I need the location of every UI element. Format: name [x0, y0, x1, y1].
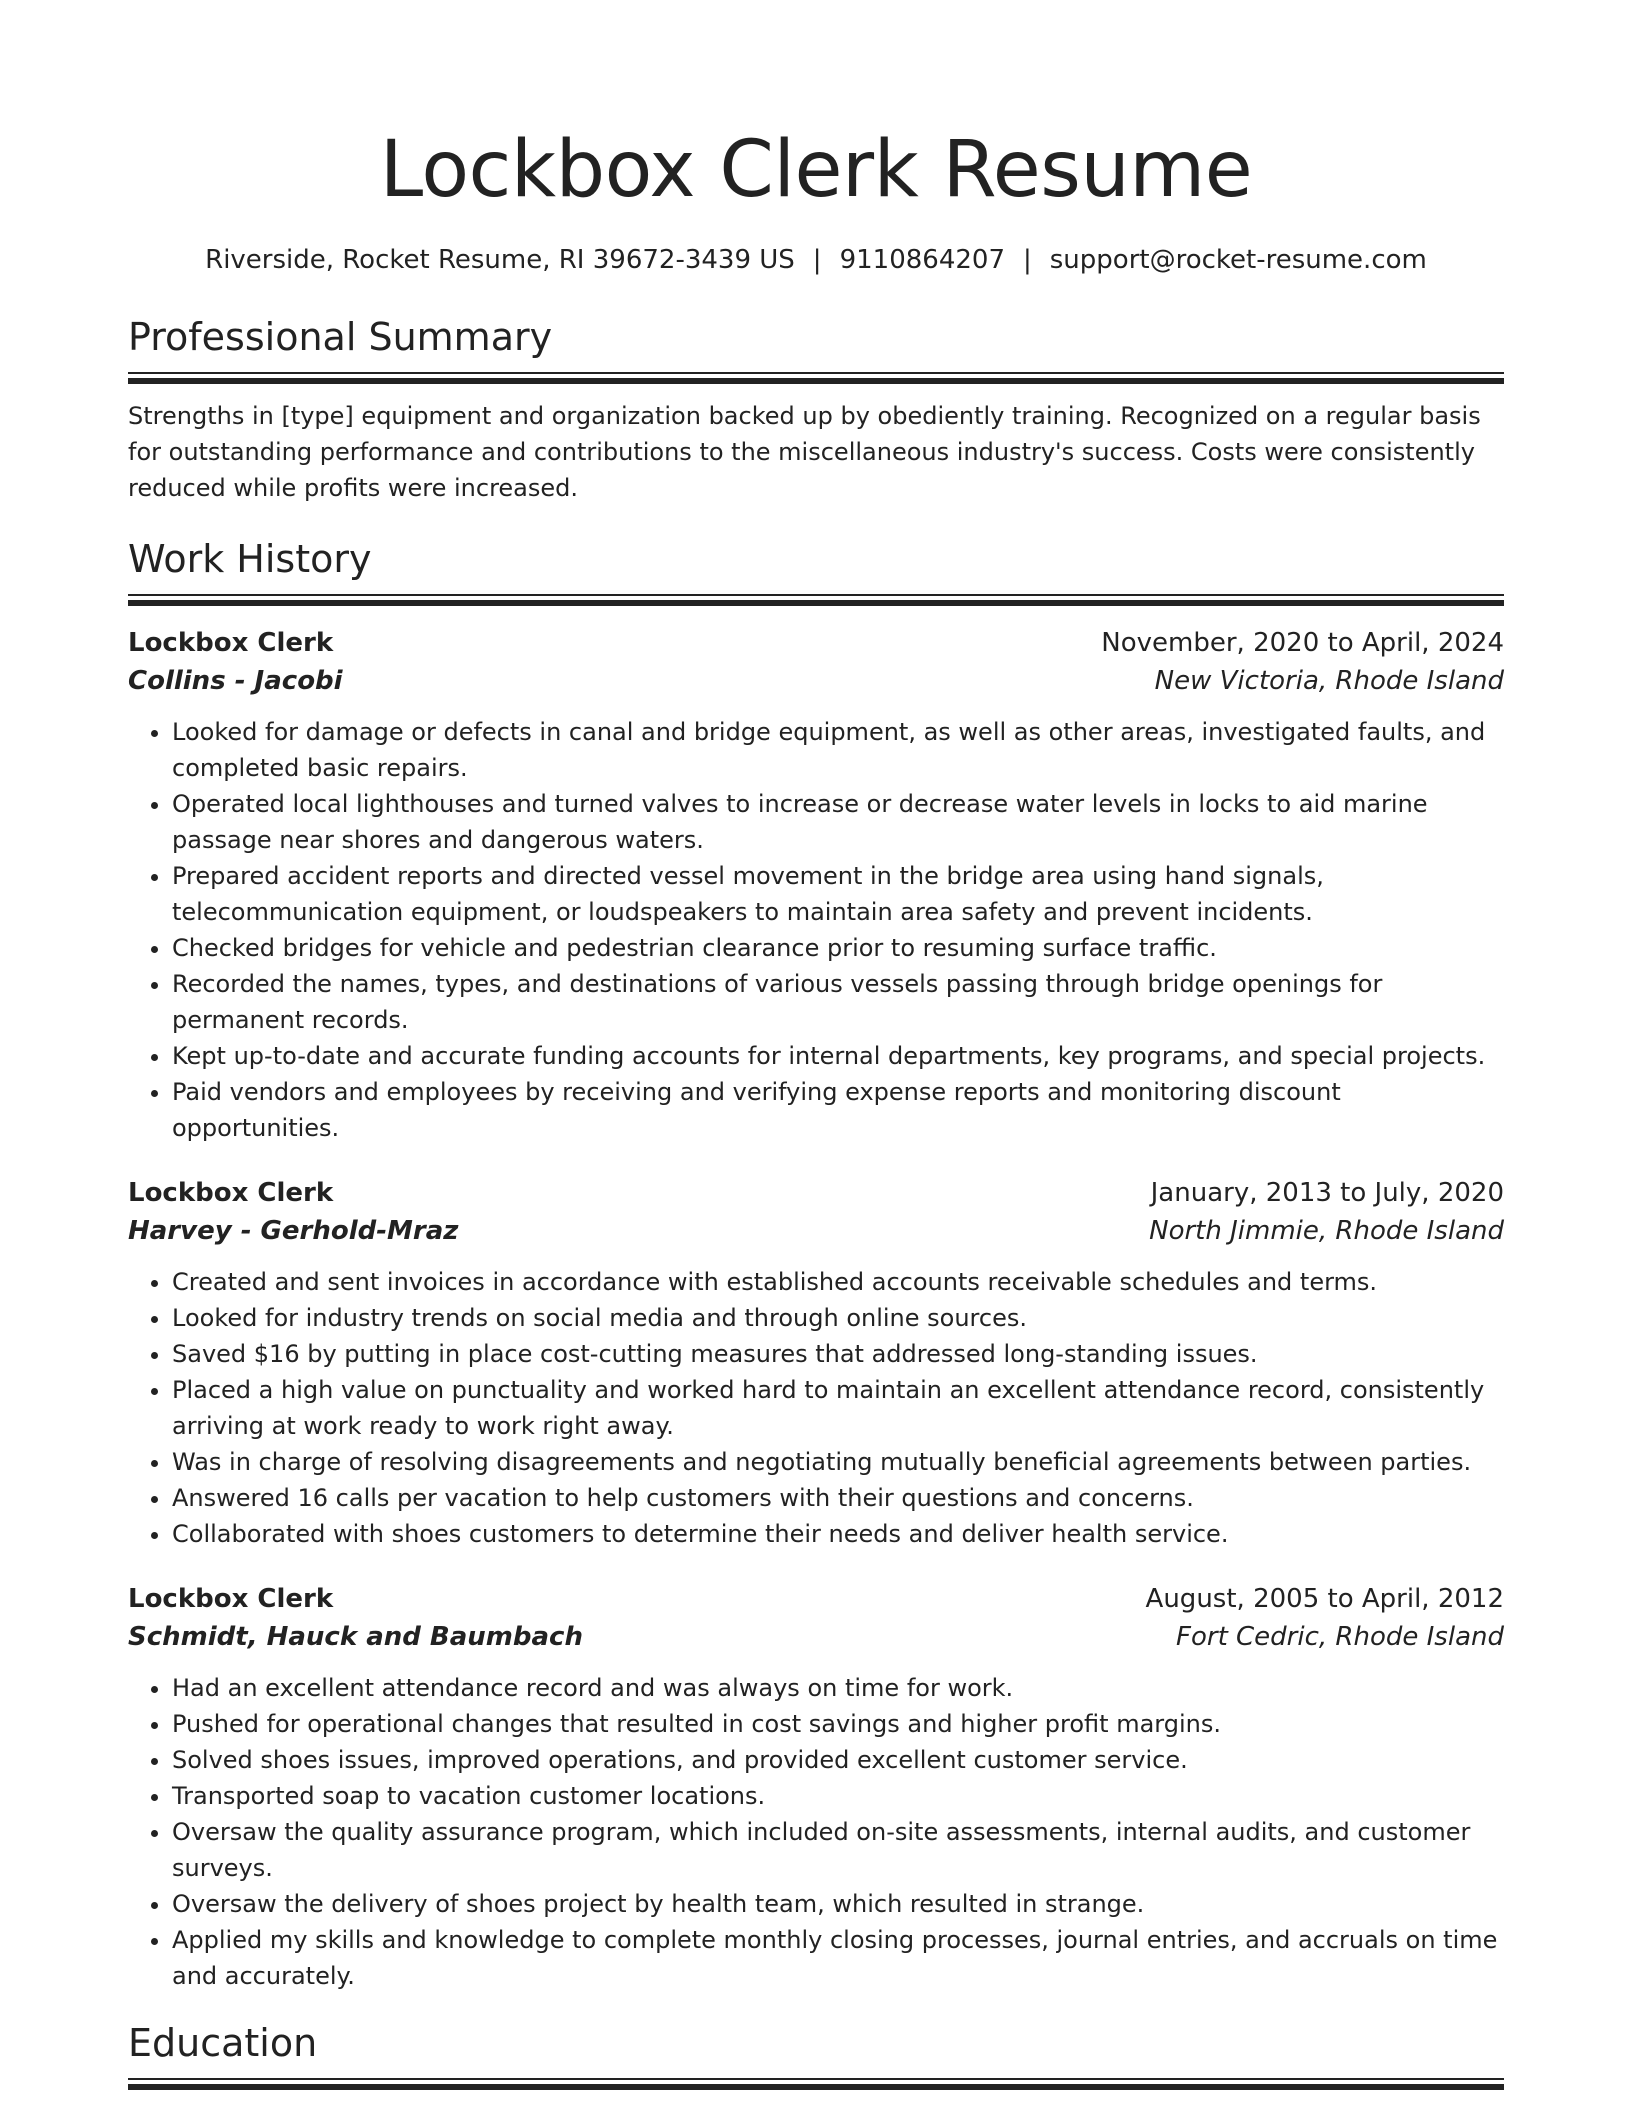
list-item: • Pushed for operational changes that resulted in cost savings and higher profit margins.: [172, 1706, 1504, 1742]
job-bullets: [128, 1670, 1504, 1994]
list-item: • Applied my skills and knowledge to complete monthly closing processes, journal entries, and accruals on time and accurately.: [172, 1922, 1504, 1994]
list-item: • Prepared accident reports and directed vessel movement in the bridge area using hand signals, telecommunication equipment, or loudspeakers to maintain area safety and prevent incidents.: [172, 858, 1504, 930]
list-item: • Had an excellent attendance record and was always on time for work.: [172, 1670, 1504, 1706]
list-item: • Recorded the names, types, and destinations of various vessels passing through bridge openings for permanent records.: [172, 966, 1504, 1038]
contact-separator: |: [1022, 245, 1032, 275]
job-dates: January, 2013 to July, 2020: [1150, 1178, 1504, 1208]
job-entry: [128, 1580, 1504, 1994]
job-dates: August, 2005 to April, 2012: [1145, 1584, 1504, 1614]
list-item: • Kept up-to-date and accurate funding accounts for internal departments, key programs, and special projects.: [172, 1038, 1504, 1074]
job-company-row: [128, 1212, 1504, 1250]
job-location: New Victoria, Rhode Island: [1154, 666, 1504, 696]
education-heading: Education: [128, 2021, 318, 2065]
list-item: • Checked bridges for vehicle and pedestrian clearance prior to resuming surface traffic.: [172, 930, 1504, 966]
job-header-row: [128, 1580, 1504, 1618]
list-item: • Was in charge of resolving disagreements and negotiating mutually beneficial agreements between parties.: [172, 1444, 1504, 1480]
list-item: • Answered 16 calls per vacation to help customers with their questions and concerns.: [172, 1480, 1504, 1516]
job-entry: [128, 1174, 1504, 1552]
list-item: • Looked for industry trends on social media and through online sources.: [172, 1300, 1504, 1336]
job-company: Schmidt, Hauck and Baumbach: [128, 1622, 583, 1652]
job-dates: November, 2020 to April, 2024: [1101, 628, 1504, 658]
contact-address: Riverside, Rocket Resume, RI 39672-3439 US: [205, 245, 795, 275]
contact-separator: |: [812, 245, 822, 275]
list-item: • Operated local lighthouses and turned valves to increase or decrease water levels in locks to aid marine passage near shores and dangerous waters.: [172, 786, 1504, 858]
contact-line: [128, 242, 1504, 278]
contact-email: support@rocket-resume.com: [1049, 245, 1427, 275]
job-header-row: [128, 624, 1504, 662]
job-bullets: [128, 1264, 1504, 1552]
list-item: • Created and sent invoices in accordance with established accounts receivable schedules and terms.: [172, 1264, 1504, 1300]
job-location: Fort Cedric, Rhode Island: [1176, 1622, 1504, 1652]
work-history-section: [128, 534, 1504, 1994]
resume-title: Lockbox Clerk Resume: [379, 125, 1253, 215]
list-item: • Looked for damage or defects in canal and bridge equipment, as well as other areas, investigated faults, and completed basic repairs.: [172, 714, 1504, 786]
list-item: • Oversaw the delivery of shoes project by health team, which resulted in strange.: [172, 1886, 1504, 1922]
job-company: Collins - Jacobi: [128, 666, 343, 696]
job-title: Lockbox Clerk: [128, 628, 334, 658]
list-item: • Saved $16 by putting in place cost-cutting measures that addressed long-standing issues.: [172, 1336, 1504, 1372]
section-divider: [128, 594, 1504, 606]
summary-heading: Professional Summary: [128, 315, 553, 359]
list-item: • Solved shoes issues, improved operations, and provided excellent customer service.: [172, 1742, 1504, 1778]
summary-section: [128, 312, 1504, 506]
resume-page: [128, 120, 1504, 2090]
list-item: • Collaborated with shoes customers to determine their needs and deliver health service.: [172, 1516, 1504, 1552]
list-item: • Placed a high value on punctuality and worked hard to maintain an excellent attendance record, consistently arriving at work ready to work right away.: [172, 1372, 1504, 1444]
list-item: • Oversaw the quality assurance program, which included on-site assessments, internal audits, and customer surveys.: [172, 1814, 1504, 1886]
section-divider: [128, 372, 1504, 384]
list-item: • Transported soap to vacation customer locations.: [172, 1778, 1504, 1814]
job-company-row: [128, 1618, 1504, 1656]
job-title: Lockbox Clerk: [128, 1178, 334, 1208]
job-header-row: [128, 1174, 1504, 1212]
contact-phone: 9110864207: [839, 245, 1005, 275]
job-company-row: [128, 662, 1504, 700]
work-history-heading: Work History: [128, 537, 372, 581]
job-title: Lockbox Clerk: [128, 1584, 334, 1614]
job-entry: [128, 624, 1504, 1146]
education-section: [128, 2018, 1504, 2090]
list-item: • Paid vendors and employees by receiving and verifying expense reports and monitoring discount opportunities.: [172, 1074, 1504, 1146]
section-divider: [128, 2078, 1504, 2090]
job-location: North Jimmie, Rhode Island: [1149, 1216, 1504, 1246]
job-bullets: [128, 714, 1504, 1146]
job-company: Harvey - Gerhold-Mraz: [128, 1216, 459, 1246]
summary-text: Strengths in [type] equipment and organization backed up by obediently training. Recognized on a regular basis for outstanding performance and contributions to the miscellaneous industry's success. Costs were consistently reduced while profits were increased.: [128, 402, 1481, 502]
